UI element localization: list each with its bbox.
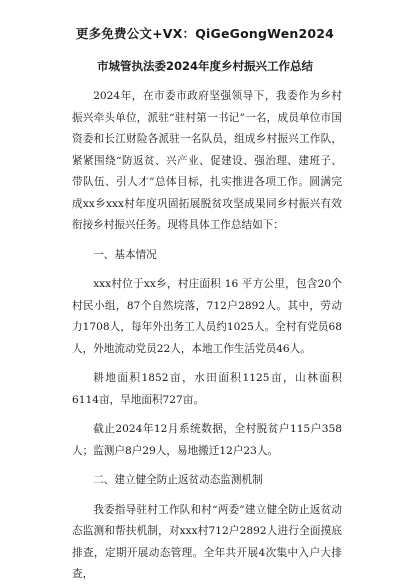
land-area-paragraph: 耕地面积1852亩，水田面积1125亩，山林面积6114亩，旱地面积727亩。: [72, 372, 342, 406]
poverty-data-paragraph: 截止2024年12月系统数据，全村脱贫户115户358人；监测户8户29人，易地搬迁12户23人。: [72, 423, 342, 457]
section-heading-monitoring: 二、建立健全防止返贫动态监测机制: [93, 474, 263, 486]
monitoring-paragraph: 我委指导驻村工作队和村“两委”建立健全防止返贫动态监测和帮扶机制，对xxx村712户2892人进行全面摸底排查，定期开展动态管理。全年共开展4次集中入户大排查，: [72, 503, 342, 580]
intro-paragraph: 2024年，在市委市政府坚强领导下，我委作为乡村振兴牵头单位，派驻“驻村第一书记”一名，成员单位市国资委和长江财险各派驻一名队员，组成乡村振兴工作队，紧紧围绕“防返贫、兴产业、促建设、强治理、建班子、带队伍、引人才”总体目标，扎实推进各项工作。圆满完成xx乡xxx村年度巩固拓展脱贫攻坚成果同乡村振兴有效衔接乡村振兴任务。现将具体工作总结如下：: [72, 90, 342, 231]
section-heading-basic-info: 一、基本情况: [93, 248, 157, 261]
document-body: [72, 86, 342, 586]
village-overview-paragraph: xxx村位于xx乡，村庄面积 16 平方公里，包含20个村民小组，87个自然垸落，712户2892人。其中，劳动力1708人，每年外出务工人员约1025人。全村有党员68人，外地流动党员22人，本地工作生活党员46人。: [72, 278, 342, 355]
promo-banner: 更多免费公文+VX：QiGeGongWen2024: [75, 26, 335, 41]
document-title: 市城管执法委2024年度乡村振兴工作总结: [96, 59, 313, 73]
